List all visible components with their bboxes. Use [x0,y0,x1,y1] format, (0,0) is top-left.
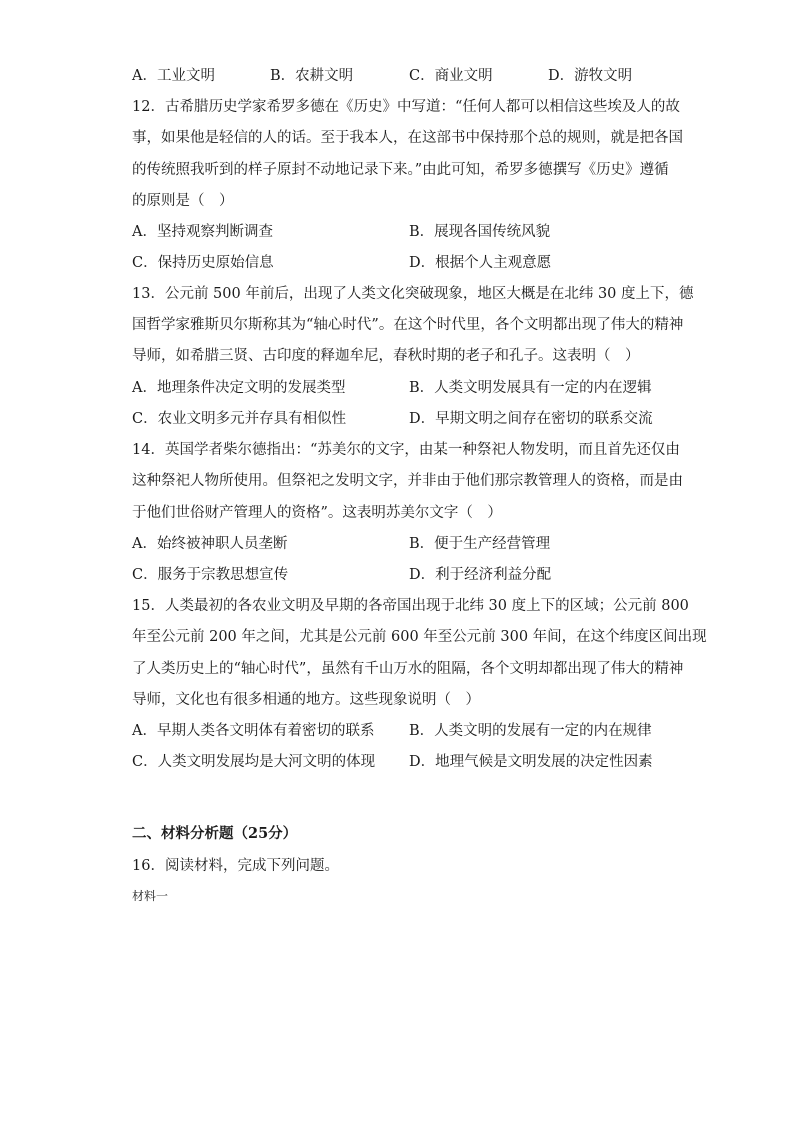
q11-option-a: A．工业文明 [132,68,215,84]
q15-option-a: A．早期人类各文明体有着密切的联系 [132,723,375,739]
q14-line-3: 于他们世俗财产管理人的资格”。这表明苏美尔文字（ ） [132,505,502,521]
q13-option-c: C．农业文明多元并存具有相似性 [132,411,347,427]
q13-option-a: A．地理条件决定文明的发展类型 [132,380,346,396]
q14-option-a: A．始终被神职人员垄断 [132,536,288,552]
q15-line-2: 年至公元前 200 年之间，尤其是公元前 600 年至公元前 300 年间，在这个纬度区间出现 [132,629,707,645]
q12-option-d: D．根据个人主观意愿 [409,255,552,271]
q13-line-2: 国哲学家雅斯贝尔斯称其为“轴心时代”。在这个时代里，各个文明都出现了伟大的精神 [132,317,684,333]
material-label: 材料一 [132,889,169,903]
q13-line-1: 13．公元前 500 年前后，出现了人类文化突破现象，地区大概是在北纬 30 度上下，德 [132,286,694,302]
q15-option-c: C．人类文明发展均是大河文明的体现 [132,754,376,770]
q13-option-b: B．人类文明发展具有一定的内在逻辑 [409,380,652,396]
q11-option-b: B．农耕文明 [270,68,354,84]
q12-line-3: 的传统照我听到的样子原封不动地记录下来。”由此可知，希罗多德撰写《历史》遵循 [132,162,669,178]
q12-option-a: A．坚持观察判断调查 [132,224,273,240]
q13-line-3: 导师，如希腊三贤、古印度的释迦牟尼，春秋时期的老子和孔子。这表明（ ） [132,348,640,364]
q14-option-d: D．利于经济利益分配 [409,567,552,583]
q15-option-d: D．地理气候是文明发展的决定性因素 [409,754,653,770]
q14-option-b: B．便于生产经营管理 [409,536,551,552]
q14-option-c: C．服务于宗教思想宣传 [132,567,289,583]
q15-line-1: 15．人类最初的各农业文明及早期的各帝国出现于北纬 30 度上下的区域；公元前 800 [132,598,689,614]
q15-line-4: 导师，文化也有很多相通的地方。这些现象说明（ ） [132,692,480,708]
q14-line-1: 14．英国学者柴尔德指出：“苏美尔的文字，由某一种祭祀人物发明，而且首先还仅由 [132,442,680,458]
q15-option-b: B．人类文明的发展有一定的内在规律 [409,723,652,739]
q15-line-3: 了人类历史上的“轴心时代”，虽然有千山万水的阻隔，各个文明却都出现了伟大的精神 [132,661,684,677]
q12-line-2: 事，如果他是轻信的人的话。至于我本人，在这部书中保持那个总的规则，就是把各国 [132,130,683,146]
q12-option-b: B．展现各国传统风貌 [409,224,551,240]
q12-line-4: 的原则是（ ） [132,193,234,209]
q12-line-1: 12．古希腊历史学家希罗多德在《历史》中写道：“任何人都可以相信这些埃及人的故 [132,99,680,115]
q11-option-c: C．商业文明 [409,68,493,84]
q16-line: 16．阅读材料，完成下列问题。 [132,858,339,874]
q11-option-d: D．游牧文明 [548,68,633,84]
q14-line-2: 这种祭祀人物所使用。但祭祀之发明文字，并非由于他们那宗教管理人的资格，而是由 [132,473,683,489]
q12-option-c: C．保持历史原始信息 [132,255,274,271]
q13-option-d: D．早期文明之间存在密切的联系交流 [409,411,653,427]
section-2-heading: 二、材料分析题（25分） [132,825,298,842]
